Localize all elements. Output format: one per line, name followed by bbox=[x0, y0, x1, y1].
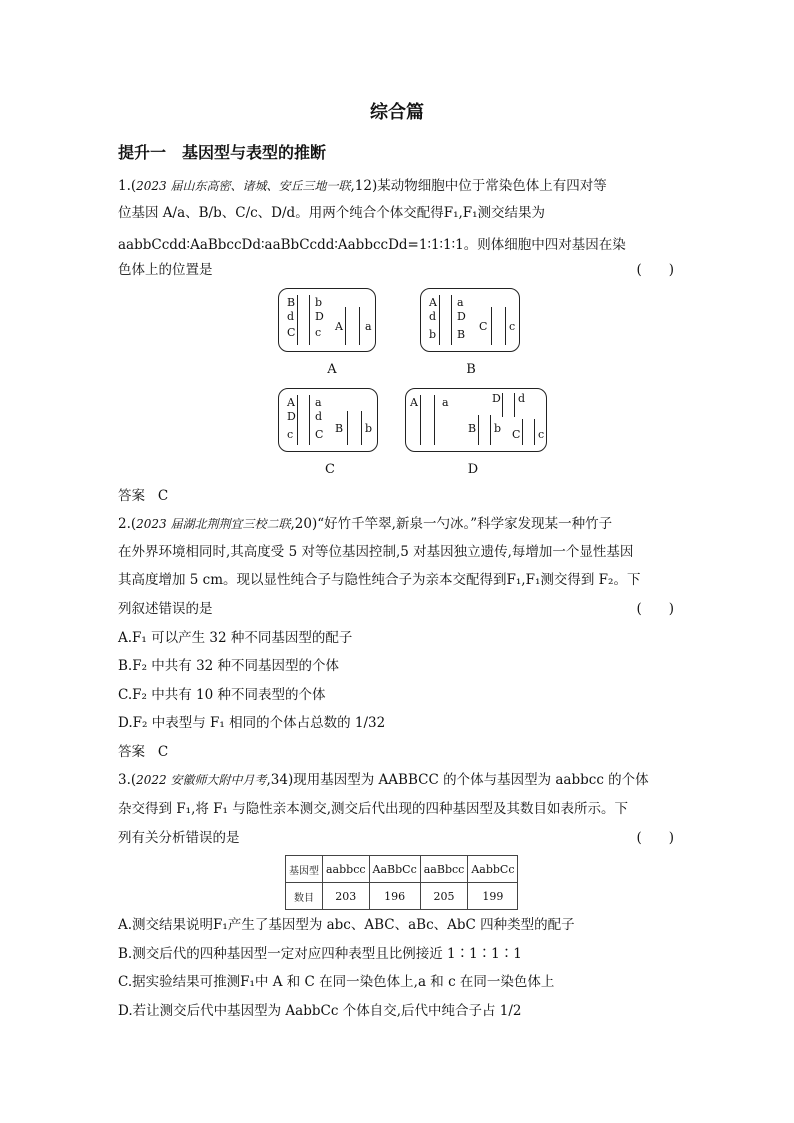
q2-source: 2023 届湖北荆荆宜三校二联 bbox=[136, 517, 291, 531]
chromosome bbox=[345, 307, 346, 345]
chromosome bbox=[347, 411, 348, 445]
gene-label: D bbox=[287, 410, 296, 423]
table-header-label: 基因型 bbox=[286, 856, 323, 883]
chromosome bbox=[359, 307, 360, 345]
diagram-b-label: B bbox=[466, 362, 476, 377]
chromosome bbox=[297, 395, 298, 445]
chromosome bbox=[420, 395, 421, 445]
gene-label: D bbox=[492, 392, 501, 405]
table-cell: aaBbcc bbox=[420, 856, 468, 883]
table-cell: 199 bbox=[468, 883, 518, 910]
answer-label: 答案 bbox=[118, 488, 145, 504]
q2-answer-bracket: ( ) bbox=[636, 601, 674, 617]
q1-text-1: 某动物细胞中位于常染色体上有四对等 bbox=[377, 178, 607, 194]
chromosome bbox=[439, 295, 440, 345]
gene-label: d bbox=[429, 310, 437, 323]
chromosome bbox=[451, 295, 452, 345]
q2-number: 2.( bbox=[118, 516, 137, 532]
gene-label: c bbox=[287, 428, 294, 441]
chromosome bbox=[309, 395, 310, 445]
q2-line2: 在外界环境相同时,其高度受 5 对等位基因控制,5 对基因独立遗传,每增加一个显性基因 bbox=[118, 544, 634, 560]
q1-line2: 位基因 A/a、B/b、C/c、D/d。用两个纯合个体交配得F₁,F₁测交结果为 bbox=[118, 205, 546, 221]
gene-label: b bbox=[315, 296, 323, 309]
table-cell: 196 bbox=[369, 883, 420, 910]
chromosome bbox=[361, 411, 362, 445]
gene-label: b bbox=[494, 422, 502, 435]
chromosome bbox=[534, 419, 535, 445]
chromosome bbox=[478, 415, 479, 445]
diagram-a-label: A bbox=[327, 362, 337, 377]
gene-label: b bbox=[365, 422, 373, 435]
q3-option-c: C.据实验结果可推测F₁中 A 和 C 在同一染色体上,a 和 c 在同一染色体上 bbox=[118, 974, 555, 990]
gene-label: A bbox=[429, 296, 437, 309]
answer-value: C bbox=[157, 744, 169, 760]
table-cell: aabbcc bbox=[323, 856, 370, 883]
genotype-table bbox=[285, 855, 518, 910]
q1-line3: aabbCcdd∶AaBbccDd∶aaBbCcdd∶AabbccDd=1∶1∶1∶1。则体细胞中四对基因在染 bbox=[118, 237, 626, 253]
q3-line1 bbox=[118, 770, 649, 790]
diagram-d bbox=[405, 388, 547, 452]
gene-label: c bbox=[509, 320, 516, 333]
chromosome bbox=[297, 295, 298, 345]
q1-number-tail: ,12) bbox=[350, 178, 378, 194]
table-row bbox=[286, 856, 518, 883]
gene-label: C bbox=[479, 320, 488, 333]
q1-line1 bbox=[118, 176, 607, 196]
gene-label: B bbox=[457, 328, 466, 341]
gene-label: d bbox=[287, 310, 295, 323]
gene-label: c bbox=[538, 428, 545, 441]
gene-label: A bbox=[287, 396, 295, 409]
gene-label: d bbox=[518, 392, 526, 405]
gene-label: A bbox=[410, 396, 418, 409]
q3-option-b: B.测交后代的四种基因型一定对应四种表型且比例接近 1∶1∶1∶1 bbox=[118, 946, 522, 962]
table-cell: AaBbCc bbox=[369, 856, 420, 883]
diagram-c bbox=[278, 388, 378, 452]
q1-source: 2023 届山东高密、诸城、安丘三地一联 bbox=[136, 179, 351, 193]
table-cell: AabbCc bbox=[468, 856, 518, 883]
gene-label: a bbox=[315, 396, 322, 409]
q3-text-1: 现用基因型为 AABBCC 的个体与基因型为 aabbcc 的个体 bbox=[293, 772, 649, 788]
q2-text-1: “好竹千竿翠,新泉一勺冰。”科学家发现某一种竹子 bbox=[317, 516, 613, 532]
page-title: 综合篇 bbox=[370, 102, 424, 123]
q3-option-a: A.测交结果说明F₁产生了基因型为 abc、ABC、aBc、AbC 四种类型的配子 bbox=[118, 917, 575, 933]
gene-label: B bbox=[335, 422, 344, 435]
q1-number: 1.( bbox=[118, 178, 137, 194]
chromosome bbox=[514, 393, 515, 417]
table-cell: 205 bbox=[420, 883, 468, 910]
q3-number-tail: ,34) bbox=[266, 772, 294, 788]
gene-label: d bbox=[315, 410, 323, 423]
q2-option-c: C.F₂ 中共有 10 种不同表型的个体 bbox=[118, 687, 326, 703]
diagram-a bbox=[278, 288, 376, 352]
chromosome bbox=[309, 295, 310, 345]
q2-number-tail: ,20) bbox=[290, 516, 318, 532]
q3-line2: 杂交得到 F₁,将 F₁ 与隐性亲本测交,测交后代出现的四种基因型及其数目如表所示。下 bbox=[118, 801, 629, 817]
chromosome bbox=[505, 307, 506, 345]
section-heading: 提升一 基因型与表型的推断 bbox=[118, 143, 327, 162]
q1-answer-bracket: ( ) bbox=[636, 262, 674, 278]
chromosome bbox=[490, 415, 491, 445]
q2-line1 bbox=[118, 514, 612, 534]
gene-label: A bbox=[335, 320, 343, 333]
q3-answer-bracket: ( ) bbox=[636, 830, 674, 846]
answer-value: C bbox=[157, 488, 169, 504]
q2-option-b: B.F₂ 中共有 32 种不同基因型的个体 bbox=[118, 658, 340, 674]
gene-label: D bbox=[315, 310, 324, 323]
q2-option-d: D.F₂ 中表型与 F₁ 相同的个体占总数的 1/32 bbox=[118, 715, 386, 731]
q3-source: 2022 安徽师大附中月考 bbox=[136, 773, 267, 787]
chromosome bbox=[434, 395, 435, 445]
q2-line4: 列叙述错误的是 bbox=[118, 601, 213, 617]
gene-label: a bbox=[365, 320, 372, 333]
diagram-b bbox=[420, 288, 520, 352]
chromosome bbox=[491, 307, 492, 345]
gene-label: B bbox=[468, 422, 477, 435]
gene-label: c bbox=[315, 326, 322, 339]
gene-label: C bbox=[512, 428, 521, 441]
q2-answer bbox=[118, 742, 168, 762]
q3-number: 3.( bbox=[118, 772, 137, 788]
q3-line3: 列有关分析错误的是 bbox=[118, 830, 240, 846]
chromosome bbox=[502, 393, 503, 417]
q1-line4: 色体上的位置是 bbox=[118, 262, 213, 278]
gene-label: b bbox=[429, 328, 437, 341]
table-row bbox=[286, 883, 518, 910]
q2-option-a: A.F₁ 可以产生 32 种不同基因型的配子 bbox=[118, 630, 353, 646]
table-count-label: 数目 bbox=[286, 883, 323, 910]
answer-label: 答案 bbox=[118, 744, 145, 760]
gene-label: C bbox=[287, 326, 296, 339]
table-cell: 203 bbox=[323, 883, 370, 910]
q3-option-d: D.若让测交后代中基因型为 AabbCc 个体自交,后代中纯合子占 1/2 bbox=[118, 1003, 522, 1019]
chromosome bbox=[522, 419, 523, 445]
diagram-d-label: D bbox=[467, 462, 479, 477]
gene-label: C bbox=[315, 428, 324, 441]
gene-label: D bbox=[457, 310, 466, 323]
q2-line3: 其高度增加 5 cm。现以显性纯合子与隐性纯合子为亲本交配得到F₁,F₁测交得到 F₂。下 bbox=[118, 572, 641, 588]
q1-answer bbox=[118, 486, 168, 506]
diagram-c-label: C bbox=[325, 462, 335, 477]
gene-label: a bbox=[457, 296, 464, 309]
gene-label: B bbox=[287, 296, 296, 309]
gene-label: a bbox=[442, 396, 449, 409]
